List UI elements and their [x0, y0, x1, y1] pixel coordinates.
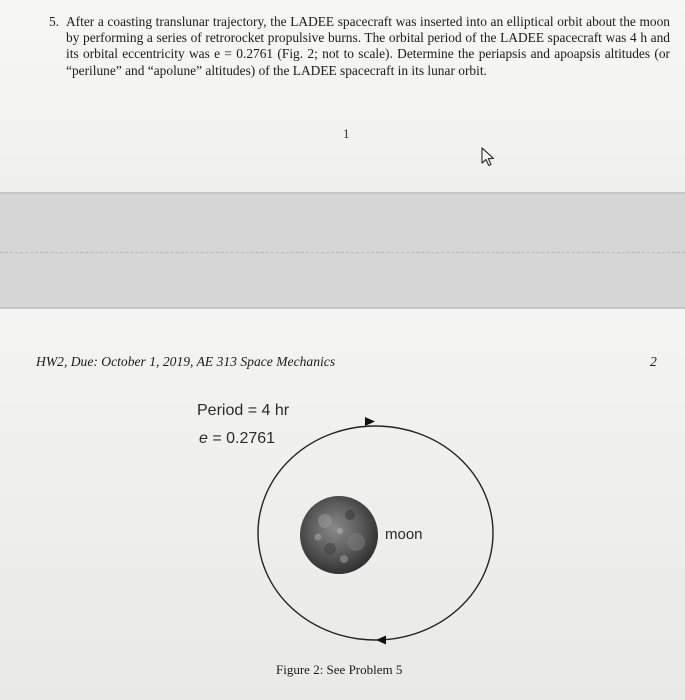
period-label: Period = 4 hr [197, 402, 290, 419]
eccentricity-label [199, 430, 275, 448]
problem-statement: After a coasting translunar trajectory, the LADEE spacecraft was inserted into an elliptical orbit about the moon by performing a series of retrorocket propulsive burns. The orbital period of the LADEE spacecraft was 4 h and its orbital eccentricity was e = 0.2761 (Fig. 2; not to scale). Determine the periapsis and apoapsis altitudes (or “perilune” and “apolune” altitudes) of the LADEE spacecraft in its lunar orbit. [66, 14, 670, 78]
figure-caption: Figure 2: See Problem 5 [276, 662, 403, 677]
orbit-arrow-bottom [376, 636, 386, 645]
orbit-arrow-top [365, 417, 375, 426]
eccentricity-value: = 0.2761 [207, 430, 276, 447]
problem-5-text [50, 14, 670, 79]
page-number-1: 1 [343, 126, 350, 141]
page-gap [0, 192, 685, 308]
running-header: HW2, Due: October 1, 2019, AE 313 Space Mechanics [36, 354, 336, 369]
page-number-2: 2 [650, 354, 657, 369]
eccentricity-symbol: e [199, 430, 208, 447]
moon-body [300, 496, 378, 574]
page-break-line [0, 252, 685, 253]
page-edge-line [0, 192, 685, 194]
moon-label: moon [385, 526, 423, 543]
problem-number: 5. [49, 14, 60, 29]
mouse-pointer-icon [480, 147, 496, 167]
orbit-figure [0, 309, 685, 700]
